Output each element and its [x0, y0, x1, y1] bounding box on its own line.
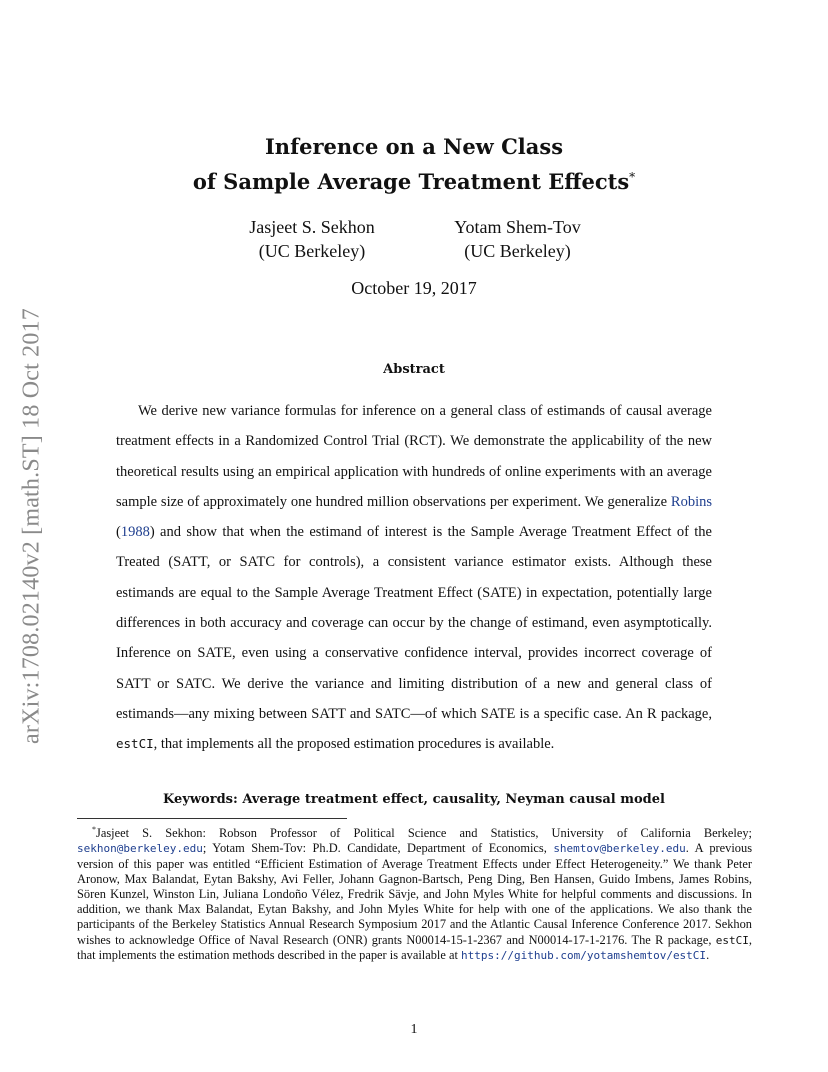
citation-year[interactable]: 1988 — [120, 524, 150, 541]
author-2-name: Yotam Shem-Tov — [454, 217, 581, 237]
abstract-text-1: We derive new variance formulas for inference on a general class of estimands of causal average treatment effects in a Randomized Control Trial (RCT). We demonstrate the applicability of the new theoretical results using an empirical application with hundreds of online experiments with an average sample size of approximately one hundred million observations per experiment. We generalize — [116, 403, 712, 510]
keywords: Keywords: Average treatment effect, causality, Neyman causal model — [163, 792, 665, 807]
footnote-rule — [77, 818, 347, 819]
abstract-heading: Abstract — [383, 362, 445, 377]
paper-date: October 19, 2017 — [351, 278, 477, 298]
title-footnote-marker[interactable]: * — [629, 170, 636, 184]
footnote-text-2: ; Yotam Shem-Tov: Ph.D. Candidate, Department of Economics, — [202, 841, 554, 856]
title-line-1: Inference on a New Class — [264, 134, 564, 159]
citation-robins[interactable]: Robins — [670, 493, 712, 510]
arxiv-side-stamp — [12, 276, 52, 776]
footnote-text-1: Jasjeet S. Sekhon: Robson Professor of Political Science and Statistics, University of California Berkeley; — [96, 826, 752, 841]
paper-title — [0, 132, 828, 197]
page-number: 1 — [410, 1022, 418, 1037]
email-link-sekhon[interactable]: sekhon@berkeley.edu — [77, 842, 203, 856]
author-1 — [227, 215, 397, 263]
title-line-2: of Sample Average Treatment Effects — [192, 169, 630, 194]
abstract-body: We derive new variance formulas for inference on a general class of estimands of causal average treatment effects in a Randomized Control Trial (RCT). We demonstrate the applicability of the new theoretical results using an empirical application with hundreds of online experiments with an average sample size of approximately one hundred million observations per experiment. We generalize Robins (1988) and show that when the estimand of interest is the Sample Average Treatment Effect of the Treated (SATT, or SATC for controls), a consistent variance estimator exists. Although these estimands are equal to the Sample Average Treatment Effect (SATE) in expectation, potentially large differences in both accuracy and coverage can occur by the change of estimand, even asymptotically. Inference on SATE, even using a conservative confidence interval, provides incorrect coverage of SATT or SATC. We derive the variance and limiting distribution of a new and general class of estimands—any mixing between SATT and SATC—of which SATE is a specific case. An R package, estCI, that implements all the proposed estimation procedures is available. — [116, 403, 712, 753]
author-1-affiliation: (UC Berkeley) — [258, 241, 366, 261]
package-name: estCI — [116, 736, 154, 752]
arxiv-identifier: arXiv:1708.02140v2 [math.ST] 18 Oct 2017 — [18, 308, 45, 744]
footnote-text-4: , that implements the estimation methods described in the paper is available at — [77, 932, 752, 962]
footnote: *Jasjeet S. Sekhon: Robson Professor of Political Science and Statistics, University of California Berkeley; sekhon@berkeley.edu; Yotam Shem-Tov: Ph.D. Candidate, Department of Economics, shemtov@berkeley.edu. A previous version of this paper was entitled “Efficient Estimation of Average Treatment Effects under Effect Heterogeneity.” We thank Peter Aronow, Max Balandat, Eytan Bakshy, Avi Feller, Johann Gagnon-Bartsch, Peng Ding, Ben Hansen, Guido Imbens, James Robins, Sören Kunzel, Winston Lin, Juliana Londoño Vélez, Fredrik Sävje, and John Myles White for helpful comments and discussions. In addition, we thank Max Balandat, Eytan Bakshy, and John Myles White for help with one of the applications. We also thank the participants of the Berkeley Statistics Annual Research Symposium 2017 and the Atlantic Causal Inference Conference 2017. Sekhon wishes to acknowledge Office of Naval Research (ONR) grants N00014-15-1-2367 and N00014-17-1-2176. The R package, estCI, that implements the estimation methods described in the paper is available at https://github.com/yotamshemtov/estCI. — [77, 825, 753, 962]
footnote-marker: * — [92, 825, 96, 834]
footnote-package-name: estCI — [715, 933, 749, 947]
author-2-affiliation: (UC Berkeley) — [464, 241, 571, 261]
footnote-text-3: . A previous version of this paper was entitled “Efficient Estimation of Average Treatment Effects under Effect Heterogeneity.” We thank Peter Aronow, Max Balandat, Eytan Bakshy, Avi Feller, Johann Gagnon-Bartsch, Peng Ding, Ben Hansen, Guido Imbens, James Robins, Sören Kunzel, Winston Lin, Juliana Londoño Vélez, Fredrik Sävje, and John Myles White for helpful comments and discussions. In addition, we thank Max Balandat, Eytan Bakshy, and John Myles White for help with one of the applications. We also thank the participants of the Berkeley Statistics Annual Research Symposium 2017 and the Atlantic Causal Inference Conference 2017. Sekhon wishes to acknowledge Office of Naval Research (ONR) grants N00014-15-1-2367 and N00014-17-1-2176. The R package, — [77, 841, 753, 947]
author-2 — [430, 215, 605, 263]
email-link-shemtov[interactable]: shemtov@berkeley.edu — [553, 842, 686, 856]
abstract-text-2: and show that when the estimand of interest is the Sample Average Treatment Effect of the Treated (SATT, or SATC for controls), a consistent variance estimator exists. Although these estimands are equal to the Sample Average Treatment Effect (SATE) in expectation, potentially large differences in both accuracy and coverage can occur by the change of estimand, even asymptotically. Inference on SATE, even using a conservative confidence interval, provides incorrect coverage of SATT or SATC. We derive the variance and limiting distribution of a new and general class of estimands—any mixing between SATT and SATC—of which SATE is a specific case. An R package, — [116, 524, 712, 722]
github-url-link[interactable]: https://github.com/yotamshemtov/estCI — [461, 948, 707, 962]
author-1-name: Jasjeet S. Sekhon — [249, 217, 375, 237]
abstract-text-3: , that implements all the proposed estimation procedures is available. — [153, 736, 555, 753]
